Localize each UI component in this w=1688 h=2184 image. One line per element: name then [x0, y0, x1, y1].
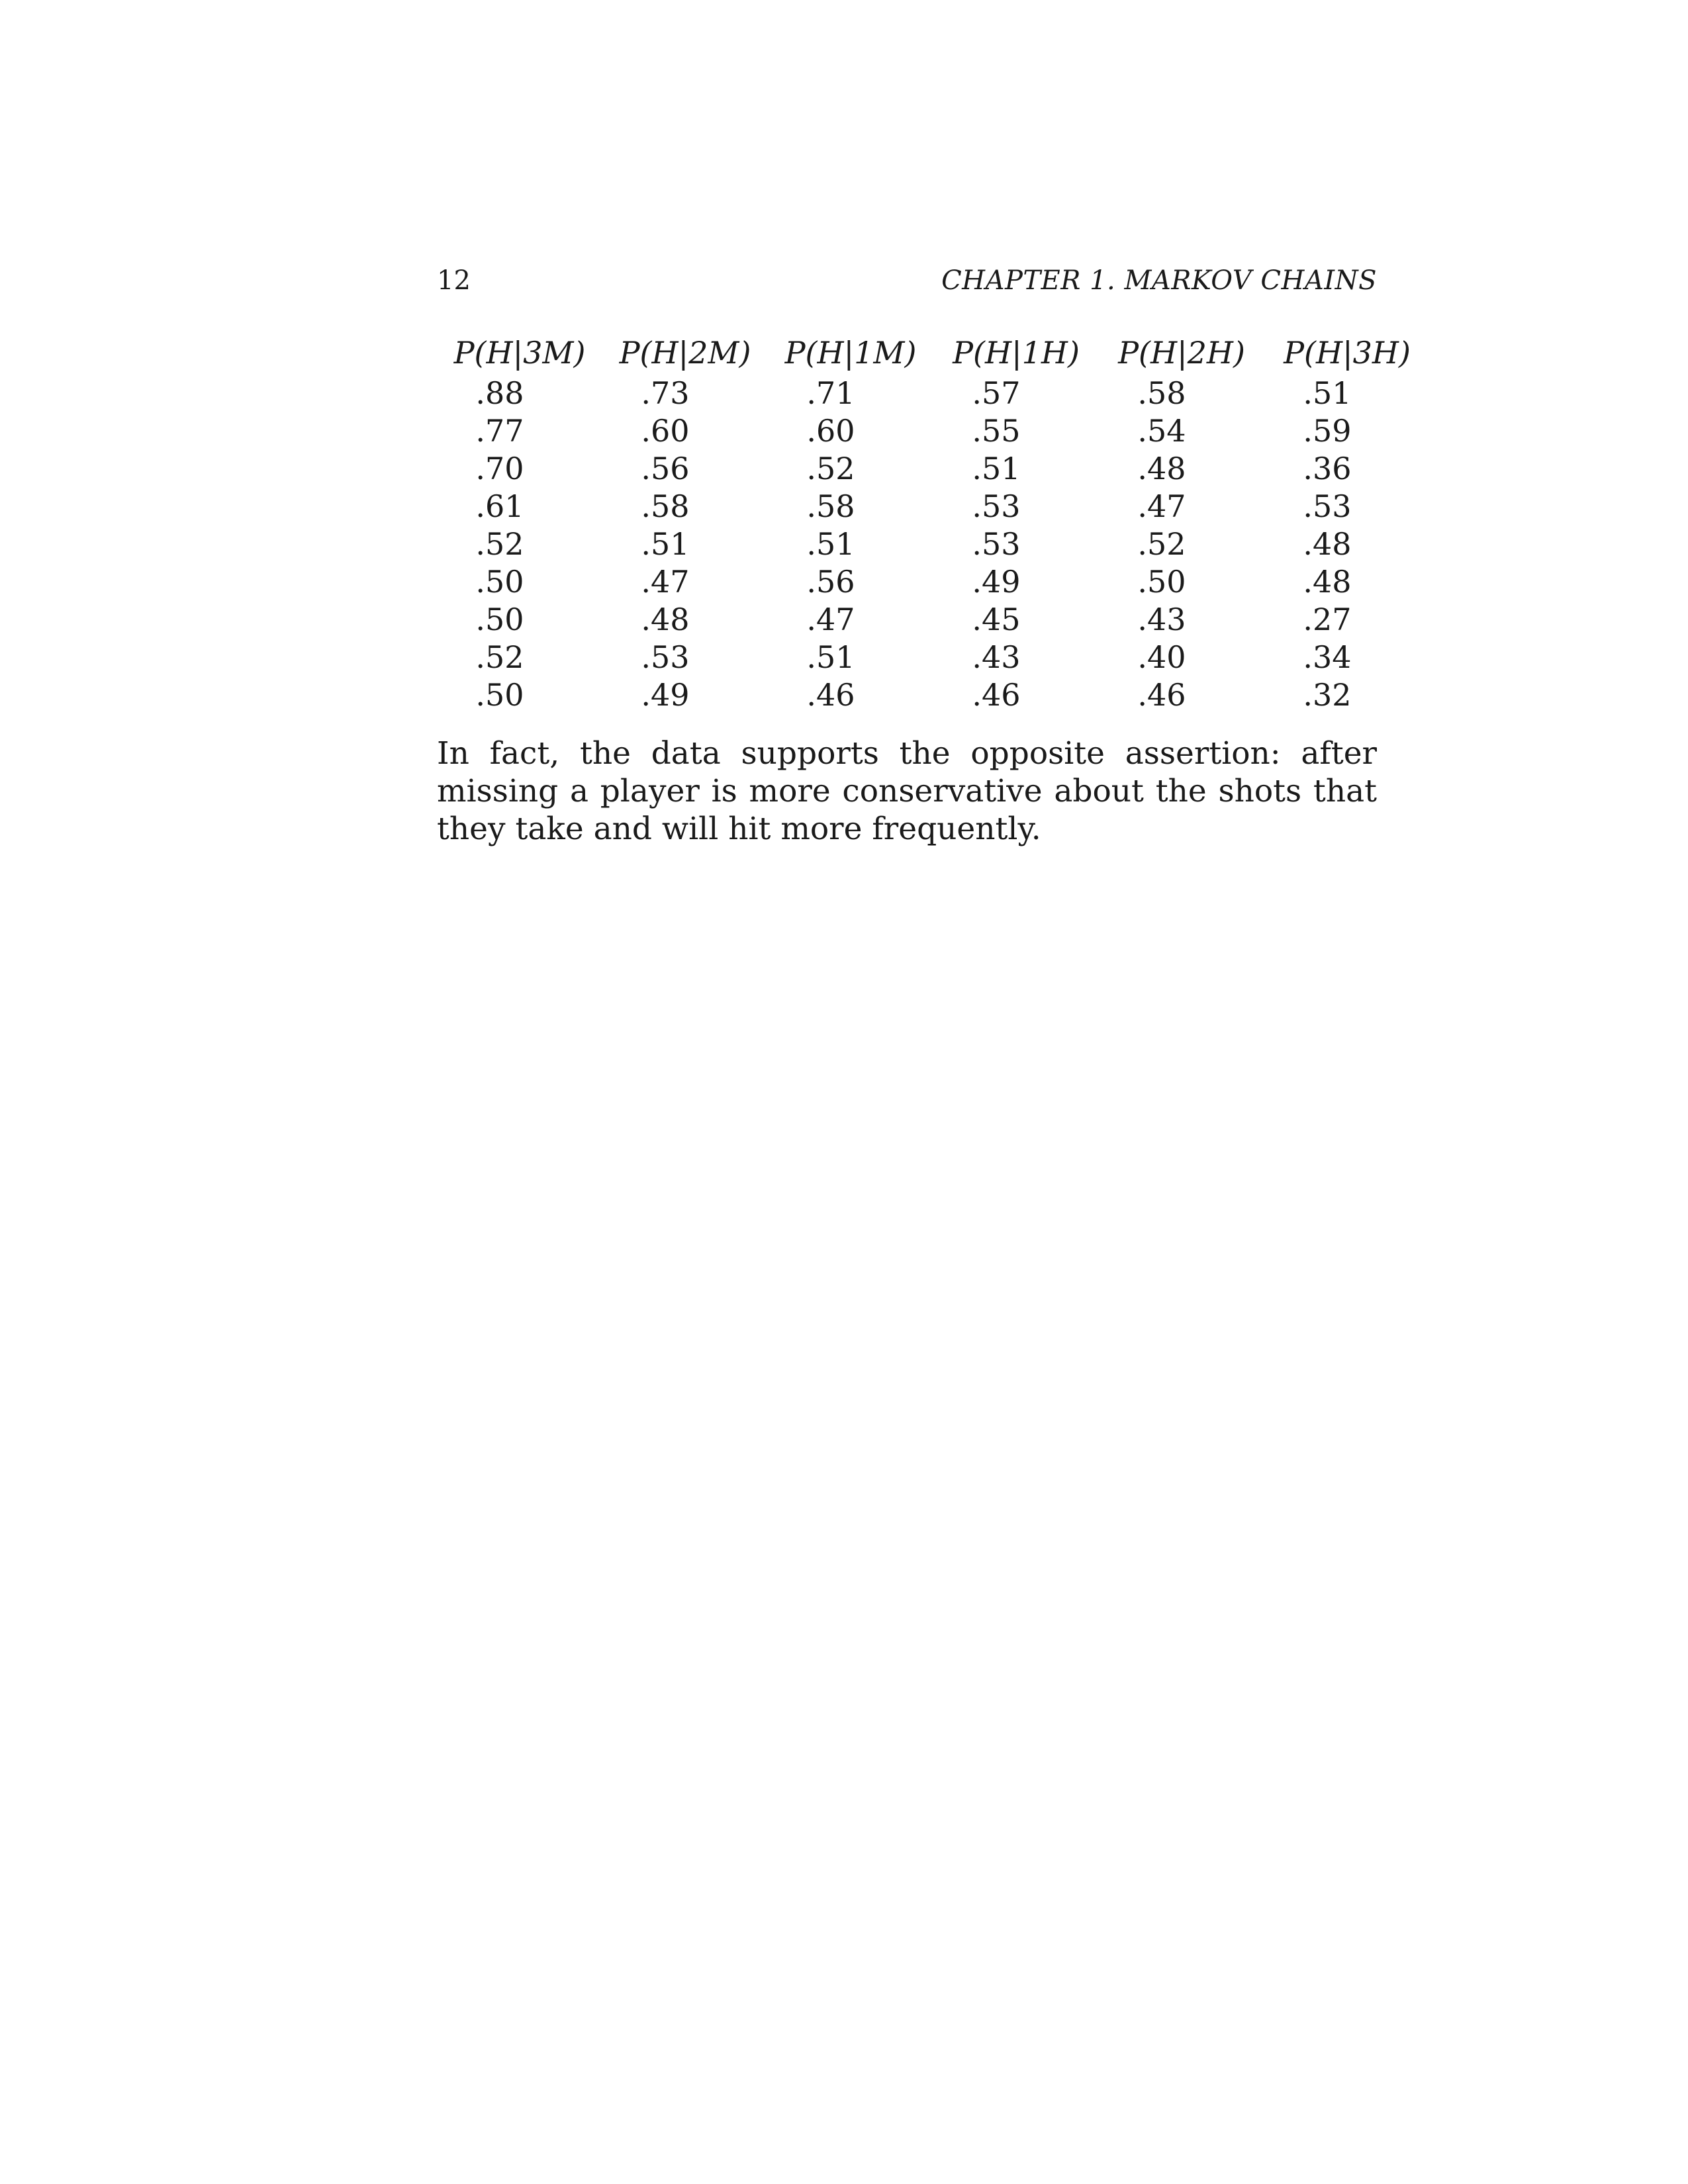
table-cell: .32	[1303, 677, 1352, 713]
table-cell: .55	[972, 413, 1021, 449]
table-cell: .48	[1303, 564, 1352, 600]
table-cell: .53	[1303, 488, 1352, 524]
table-cell: .56	[641, 451, 690, 486]
table-cell: .50	[475, 677, 524, 713]
page-number: 12	[437, 265, 471, 296]
column-header: P(H|3M)	[453, 335, 586, 371]
column-header: P(H|1M)	[784, 335, 917, 371]
table-cell: .27	[1303, 602, 1352, 637]
table-cell: .46	[972, 677, 1021, 713]
table-cell: .50	[475, 602, 524, 637]
table-cell: .70	[475, 451, 524, 486]
table-cell: .52	[475, 526, 524, 562]
table-cell: .40	[1137, 639, 1186, 675]
table-cell: .71	[806, 375, 855, 411]
table-row	[437, 488, 1430, 525]
table-cell: .50	[475, 564, 524, 600]
table-cell: .88	[475, 375, 524, 411]
table-cell: .52	[475, 639, 524, 675]
column-header: P(H|2H)	[1118, 335, 1245, 371]
table-cell: .47	[1137, 488, 1186, 524]
table-cell: .57	[972, 375, 1021, 411]
table-cell: .60	[641, 413, 690, 449]
table-cell: .53	[972, 488, 1021, 524]
table-cell: .51	[1303, 375, 1352, 411]
table-cell: .51	[641, 526, 690, 562]
column-header: P(H|3H)	[1284, 335, 1411, 371]
body-paragraph: In fact, the data supports the opposite assertion: after missing a player is more conservative about the shots that they take and will hit more frequently.	[437, 735, 1377, 847]
table-cell: .47	[641, 564, 690, 600]
table-cell: .73	[641, 375, 690, 411]
table-cell: .52	[1137, 526, 1186, 562]
table-cell: .51	[972, 451, 1021, 486]
table-cell: .58	[806, 488, 855, 524]
table-row	[437, 450, 1430, 488]
table-row	[437, 375, 1430, 412]
table-cell: .48	[1303, 526, 1352, 562]
table-cell: .48	[1137, 451, 1186, 486]
table-cell: .61	[475, 488, 524, 524]
table-cell: .59	[1303, 413, 1352, 449]
probability-table	[437, 331, 1430, 714]
table-cell: .77	[475, 413, 524, 449]
table-cell: .34	[1303, 639, 1352, 675]
column-header: P(H|2M)	[619, 335, 751, 371]
table-cell: .58	[1137, 375, 1186, 411]
table-cell: .51	[806, 639, 855, 675]
table-cell: .50	[1137, 564, 1186, 600]
table-cell: .43	[1137, 602, 1186, 637]
column-header: P(H|1H)	[953, 335, 1080, 371]
table-cell: .43	[972, 639, 1021, 675]
table-cell: .46	[1137, 677, 1186, 713]
table-row	[437, 525, 1430, 563]
table-cell: .52	[806, 451, 855, 486]
table-row	[437, 563, 1430, 601]
table-cell: .46	[806, 677, 855, 713]
table-row	[437, 601, 1430, 639]
running-head: CHAPTER 1. MARKOV CHAINS	[941, 265, 1377, 296]
table-cell: .49	[641, 677, 690, 713]
table-cell: .53	[641, 639, 690, 675]
table-cell: .36	[1303, 451, 1352, 486]
table-cell: .48	[641, 602, 690, 637]
table-cell: .45	[972, 602, 1021, 637]
table-cell: .49	[972, 564, 1021, 600]
table-cell: .51	[806, 526, 855, 562]
table-row	[437, 639, 1430, 676]
table-cell: .47	[806, 602, 855, 637]
table-row	[437, 676, 1430, 714]
table-header-row	[437, 331, 1430, 375]
table-row	[437, 412, 1430, 450]
table-cell: .56	[806, 564, 855, 600]
table-cell: .60	[806, 413, 855, 449]
table-cell: .53	[972, 526, 1021, 562]
table-cell: .54	[1137, 413, 1186, 449]
table-cell: .58	[641, 488, 690, 524]
